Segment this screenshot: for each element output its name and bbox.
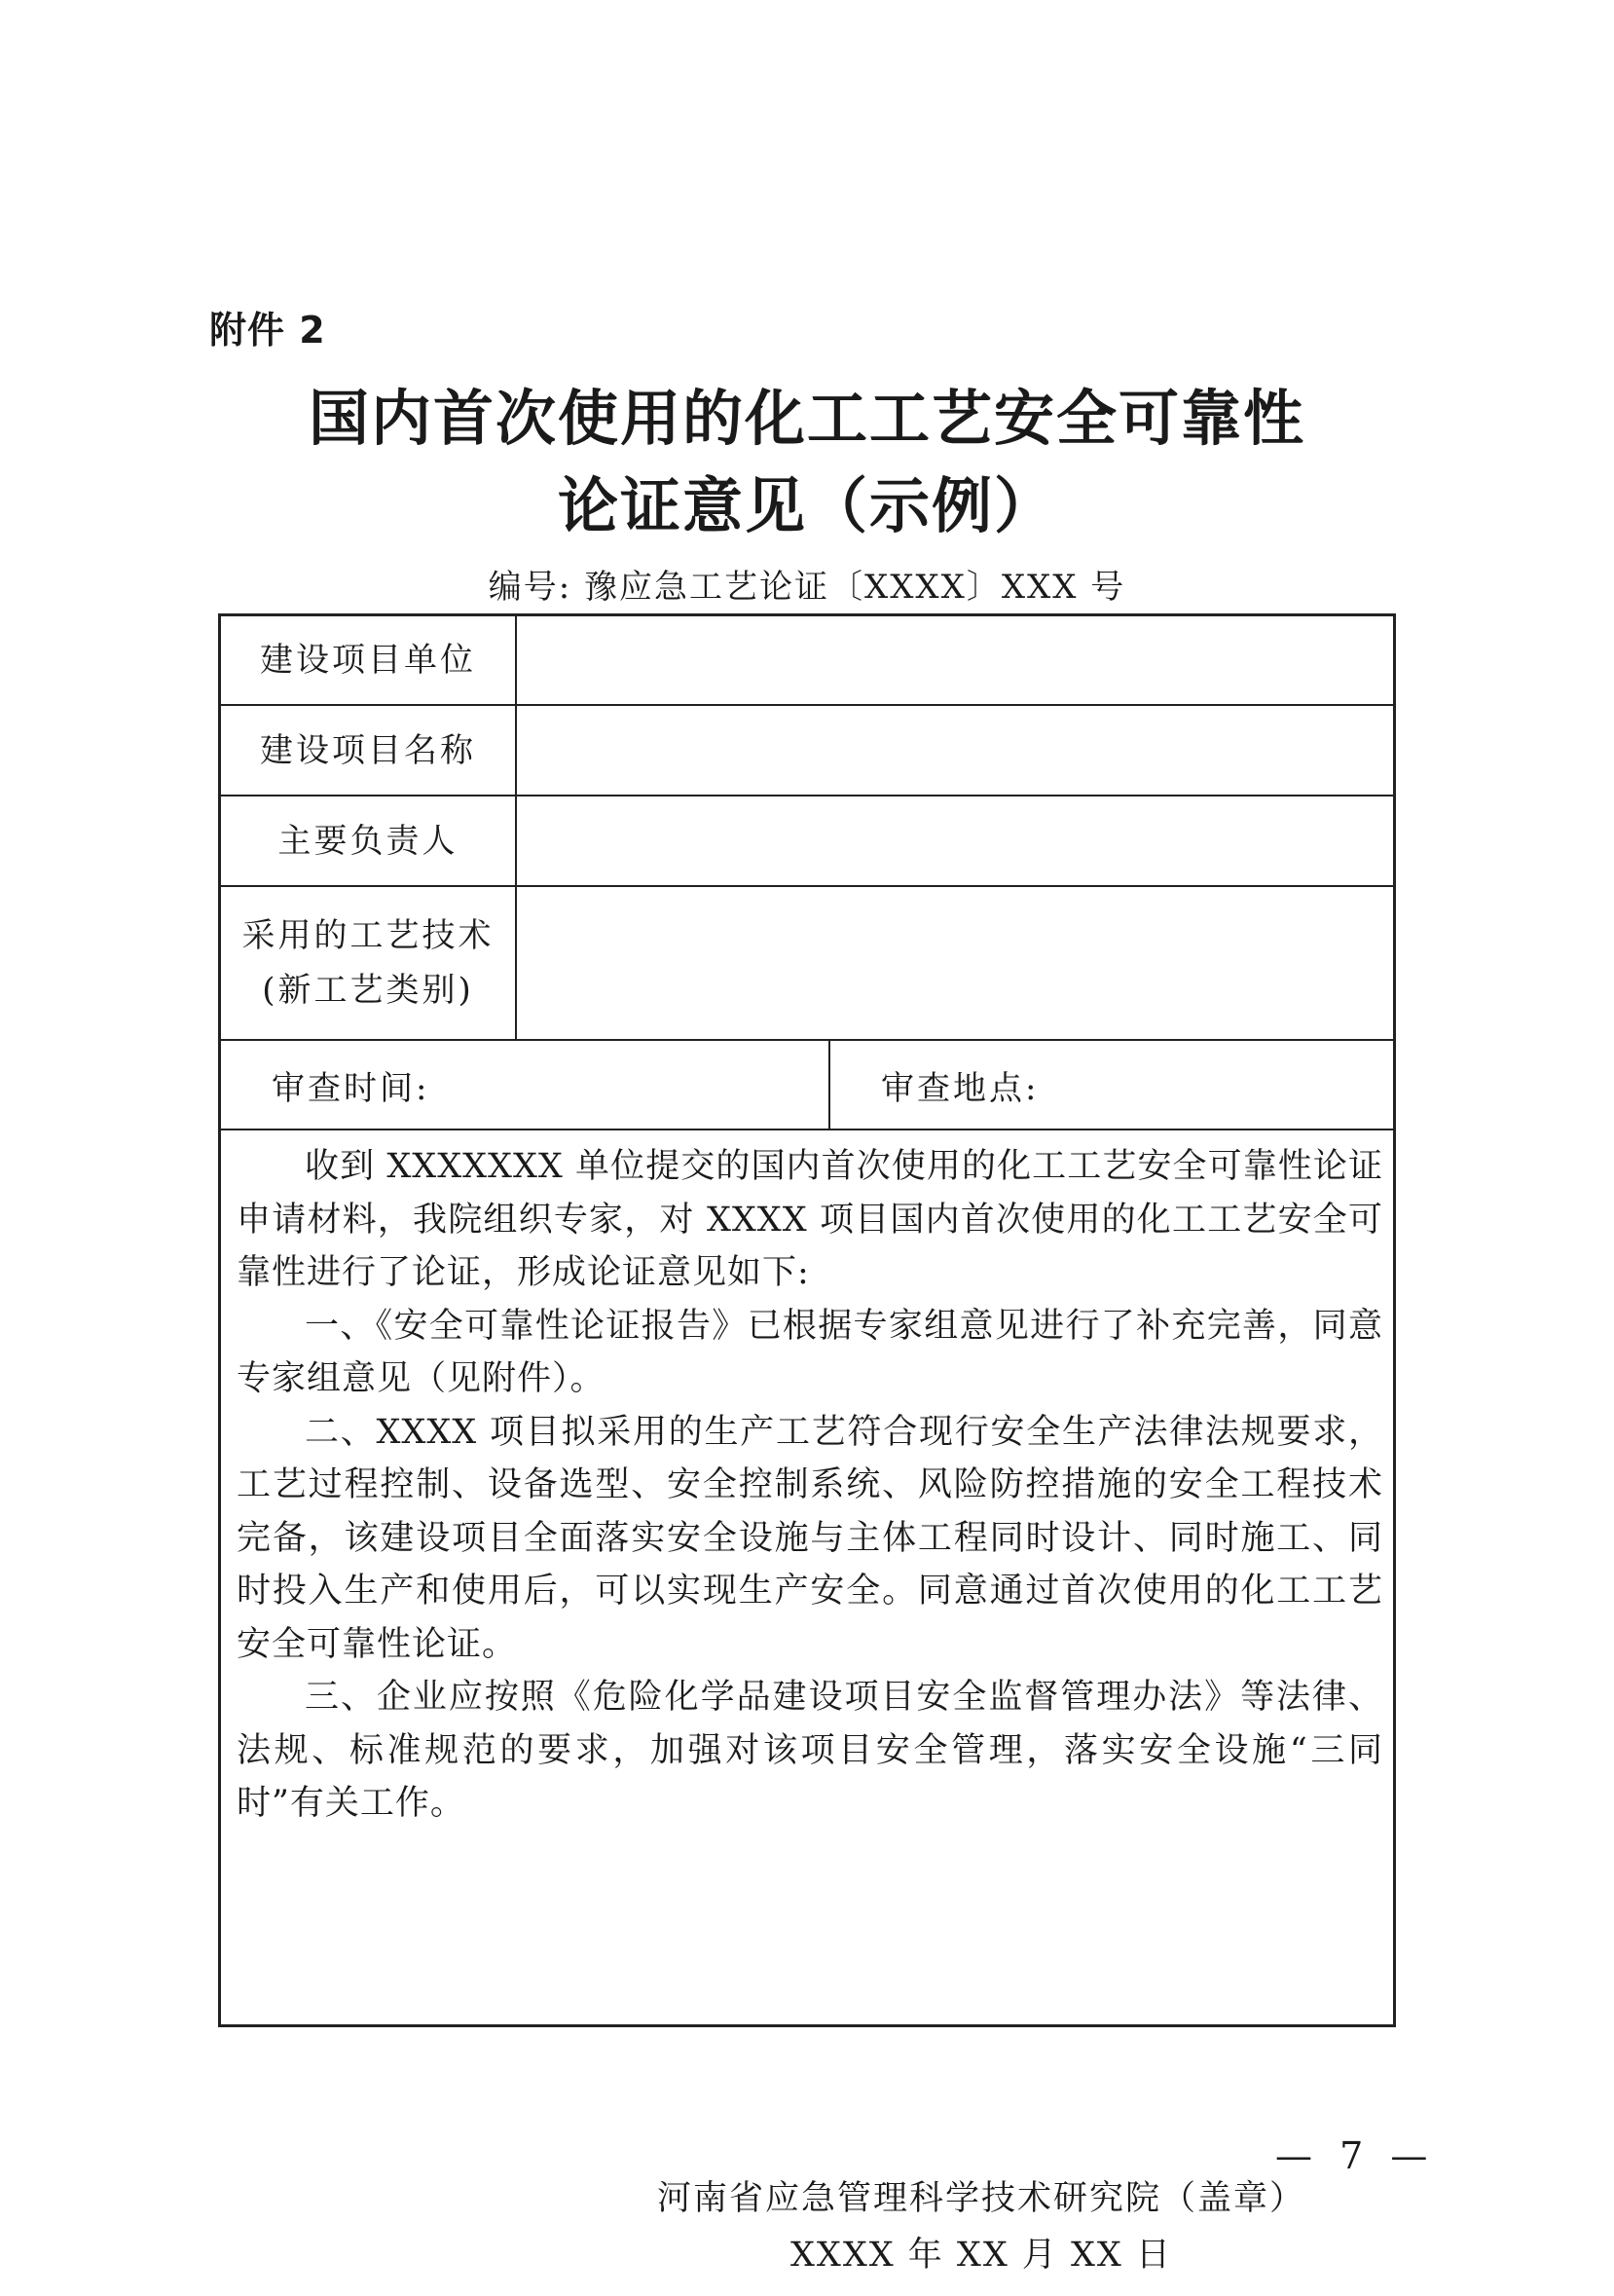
principal-field[interactable]	[517, 796, 1393, 885]
review-place-label: 审查地点:	[881, 1068, 1040, 1108]
row-process-technology	[221, 887, 1393, 1041]
opinion-paragraph-1: 一、《安全可靠性论证报告》已根据专家组意见进行了补充完善，同意专家组意见（见附件）。	[237, 1306, 1383, 1398]
signature-date: XXXX 年 XX 月 XX 日	[790, 2236, 1172, 2275]
process-technology-field[interactable]	[517, 887, 1393, 1039]
document-number: 编号: 豫应急工艺论证〔XXXX〕XXX 号	[488, 568, 1126, 607]
principal-label: 主要负责人	[221, 796, 517, 885]
row-project-unit	[221, 616, 1393, 706]
row-principal	[221, 796, 1393, 887]
opinion-paragraph-2: 二、XXXX 项目拟采用的生产工艺符合现行安全生产法律法规要求，工艺过程控制、设备选型、安全控制系统、风险防控措施的安全工程技术完备，该建设项目全面落实安全设施与主体工程同时设计、同时施工、同时投入生产和使用后，可以实现生产安全。同意通过首次使用的化工工艺安全可靠性论证。	[237, 1412, 1383, 1664]
page-number: — 7 —	[1275, 2134, 1436, 2177]
project-name-label: 建设项目名称	[221, 706, 517, 795]
row-project-name	[221, 706, 1393, 796]
page-title: 国内首次使用的化工工艺安全可靠性	[308, 383, 1305, 454]
project-unit-field[interactable]	[517, 616, 1393, 704]
row-review-info	[221, 1041, 1393, 1130]
signature-block	[657, 2170, 1305, 2283]
process-technology-label	[221, 887, 517, 1039]
project-name-field[interactable]	[517, 706, 1393, 795]
opinion-form-table	[218, 613, 1396, 2275]
opinion-paragraph-intro: 收到 XXXXXXX 单位提交的国内首次使用的化工工艺安全可靠性论证申请材料，我院组织专家，对 XXXX 项目国内首次使用的化工工艺安全可靠性进行了论证，形成论证意见如下:	[237, 1147, 1383, 1292]
process-technology-label-line2: (新工艺类别)	[262, 971, 474, 1010]
review-time-label: 审查时间:	[221, 1041, 830, 1129]
project-unit-label: 建设项目单位	[221, 616, 517, 704]
opinion-paragraph-3: 三、企业应按照《危险化学品建设项目安全监督管理办法》等法律、法规、标准规范的要求，加强对该项目安全管理，落实安全设施“三同时”有关工作。	[237, 1678, 1383, 1823]
signature-organization: 河南省应急管理科学技术研究院（盖章）	[656, 2179, 1305, 2218]
process-technology-label-line1: 采用的工艺技术	[241, 916, 495, 955]
page-subtitle: 论证意见（示例）	[557, 470, 1056, 541]
attachment-label: 附件 2	[209, 309, 326, 352]
opinion-body	[221, 1130, 1393, 2275]
